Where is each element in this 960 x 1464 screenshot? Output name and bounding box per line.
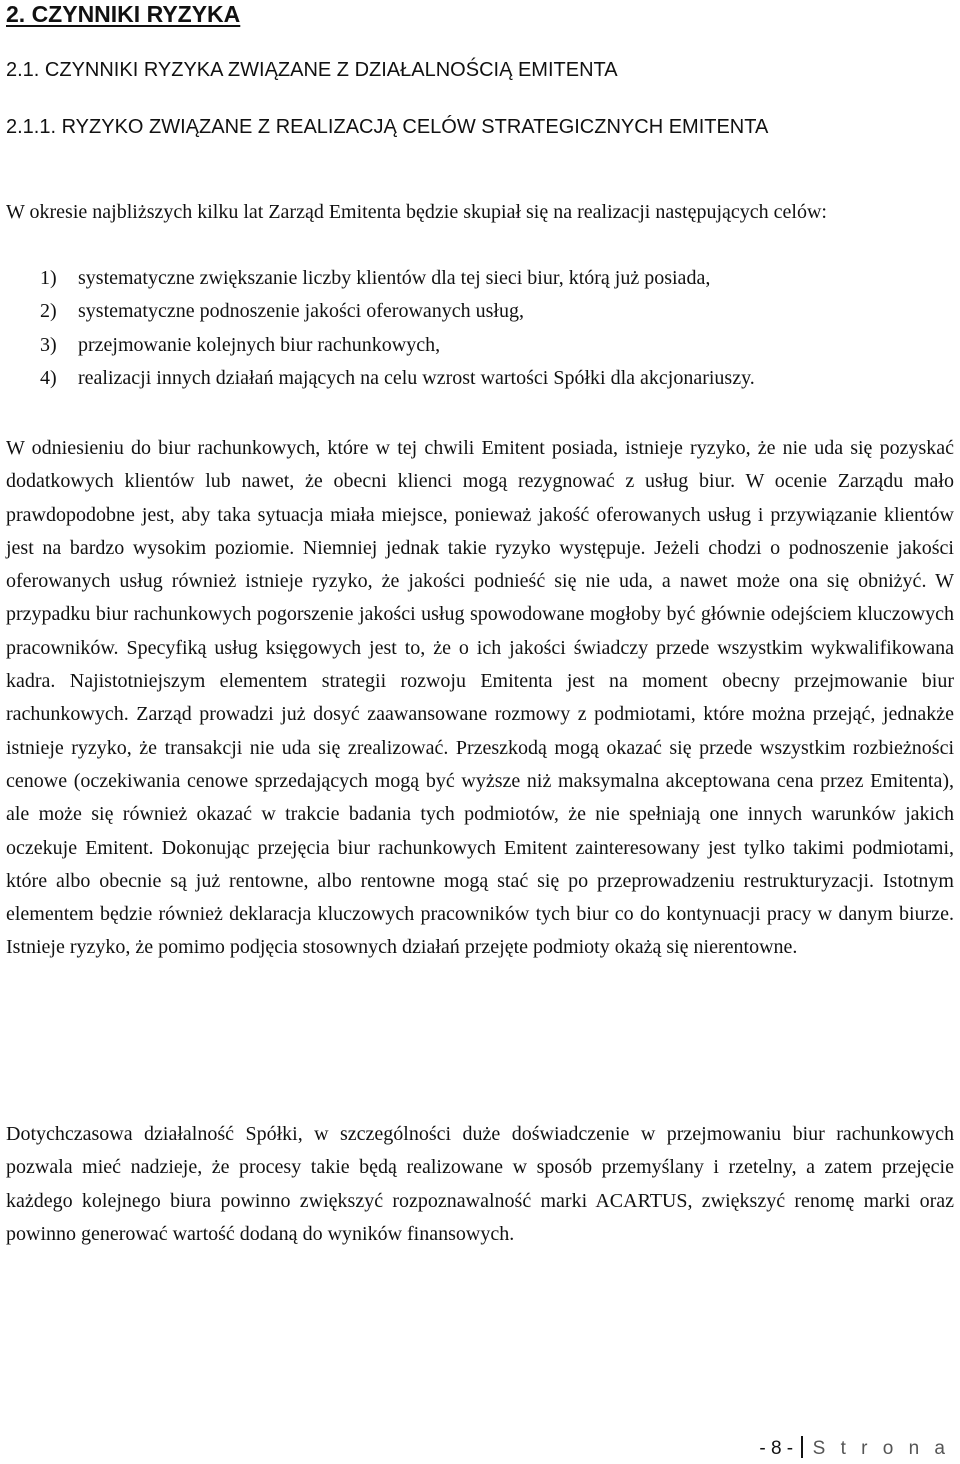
list-item [40,329,954,362]
subsection-heading: 2.1. CZYNNIKI RYZYKA ZWIĄZANE Z DZIAŁALNOŚCIĄ EMITENTA [6,59,618,81]
list-item-text: systematyczne zwiększanie liczby klientów dla tej sieci biur, którą już posiada, [78,267,711,289]
section-heading: 2. CZYNNIKI RYZYKA [6,1,241,27]
list-item-number: 4) [40,366,57,389]
subsubsection-heading: 2.1.1. RYZYKO ZWIĄZANE Z REALIZACJĄ CELÓW STRATEGICZNYCH EMITENTA [6,116,769,138]
list-item-text: realizacji innych działań mających na celu wzrost wartości Spółki dla akcjonariuszy. [78,366,755,389]
list-item [40,262,954,295]
list-item [40,295,954,328]
page-number: - 8 - [759,1438,794,1459]
document-page [6,0,956,1464]
list-item [40,362,954,395]
list-item-number: 1) [40,267,57,289]
list-item-number: 3) [40,333,57,356]
experience-paragraph: Dotychczasowa działalność Spółki, w szczególności duże doświadczenie w przejmowaniu biur rachunkowych pozwala mieć nadzieje, że procesy takie będą realizowane w sposób przemyślany i rzetelny, a zatem przejęcie każdego kolejnego biura powinno zwiększyć rozpoznawalność marki ACARTUS, zwiększyć renomę marki oraz powinno generować wartość dodaną do wyników finansowych. [6,1123,954,1245]
goals-list [40,262,954,395]
risk-paragraph: W odniesieniu do biur rachunkowych, które w tej chwili Emitent posiada, istnieje ryzyko, że nie uda się pozyskać dodatkowych klientów lub nawet, że obecni klienci mogą rezygnować z usług biur. W ocenie Zarządu mało prawdopodobne jest, aby taka sytuacja miała miejsce, ponieważ jakość oferowanych usług i przywiązanie klientów jest na bardzo wysokim poziomie. Niemniej jednak takie ryzyko występuje. Jeżeli chodzi o podnoszenie jakości oferowanych usług również istnieje ryzyko, że jakości podnieść się nie uda, a nawet może ona się obniżyć. W przypadku biur rachunkowych pogorszenie jakości usług spowodowane mogłoby być głównie odejściem kluczowych pracowników. Specyfiką usług księgowych jest to, że o ich jakości świadczy przede wszystkim wykwalifikowana kadra. Najistotniejszym elementem strategii rozwoju Emitenta jest na moment obecny przejmowanie biur rachunkowych. Zarząd prowadzi już dosyć zaawansowane rozmowy z podmiotami, które można przejąć, jednakże istnieje ryzyko, że transakcji nie uda się zrealizować. Przeszkodą mogą okazać się przede wszystkim rozbieżności cenowe (oczekiwania cenowe sprzedających mogą być wyższe niż maksymalna akceptowana cena przez Emitenta), ale może się również okazać w trakcie badania tych podmiotów, że nie spełniają one innych warunków jakich oczekuje Emitent. Dokonując przejęcia biur rachunkowych Emitent zainteresowany jest tylko takimi podmiotami, które albo obecnie są już rentowne, albo rentowne mogą stać się po przeprowadzeniu restrukturyzacji. Istotnym elementem będzie również deklaracja kluczowych pracowników tych biur co do kontynuacji pracy w danym biurze. Istnieje ryzyko, że pomimo podjęcia stosownych działań przejęte podmioty okażą się nierentowne. [6,437,954,959]
intro-paragraph: W okresie najbliższych kilku lat Zarząd Emitenta będzie skupiał się na realizacji następujących celów: [6,201,827,223]
page-label: S t r o n a [812,1438,950,1459]
list-item-text: systematyczne podnoszenie jakości oferowanych usług, [78,300,524,323]
footer-divider [801,1436,803,1458]
page-footer [759,1436,950,1461]
list-item-text: przejmowanie kolejnych biur rachunkowych, [78,333,441,356]
list-item-number: 2) [40,300,57,323]
